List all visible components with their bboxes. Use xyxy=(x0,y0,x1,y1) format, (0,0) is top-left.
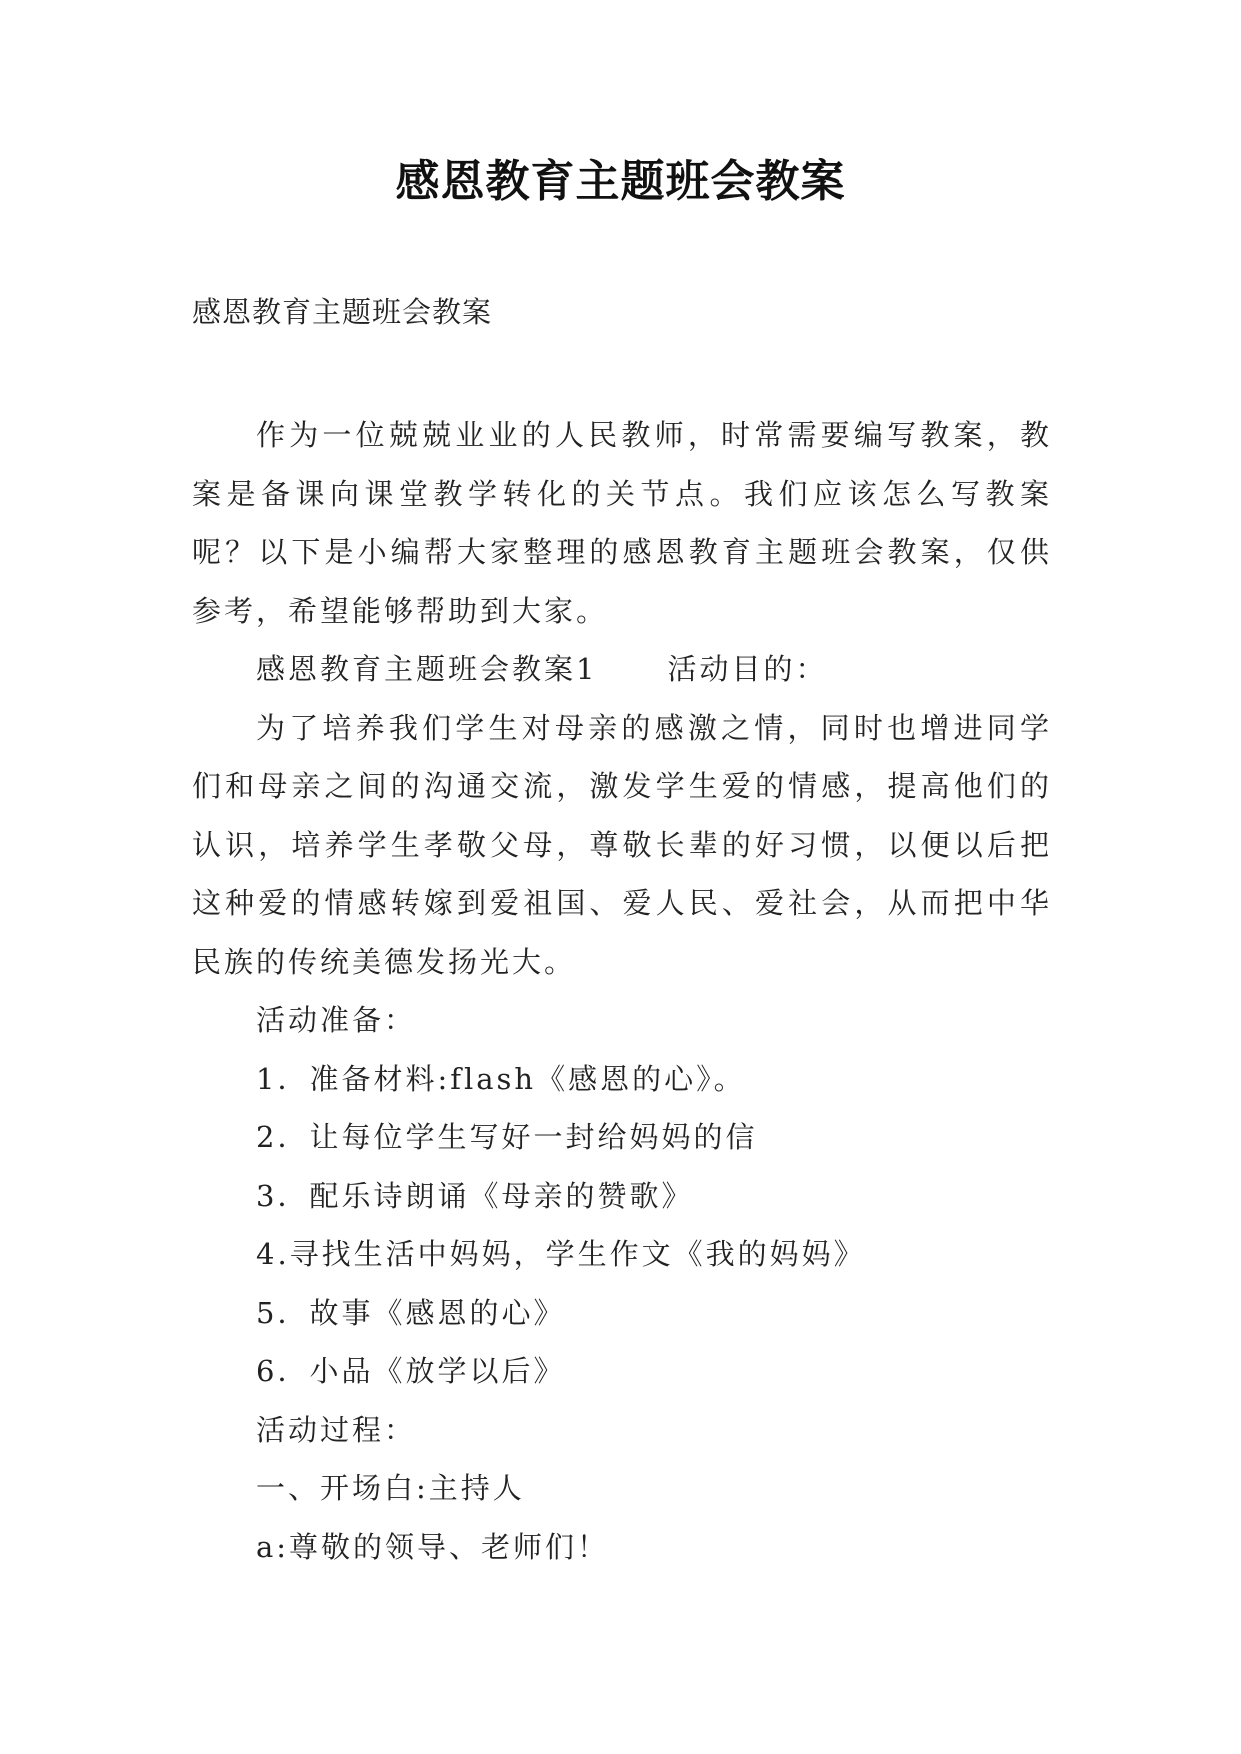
process-item: 一、开场白:主持人 xyxy=(256,1471,525,1505)
goal-label: 活动目的： xyxy=(667,652,828,686)
process-item: a:尊敬的领导、老师们！ xyxy=(256,1529,610,1564)
intro-paragraph: 作为一位兢兢业业的人民教师，时常需要编写教案，教案是备课向课堂教学转化的关节点。我们应该怎么写教案呢？以下是小编帮大家整理的感恩教育主题班会教案，仅供参考，希望能够帮助到大家。 xyxy=(192,418,1052,628)
prep-label: 活动准备： xyxy=(256,1003,417,1037)
prep-item: 5．故事《感恩的心》 xyxy=(256,1295,566,1330)
prep-item: 2．让每位学生写好一封给妈妈的信 xyxy=(256,1120,758,1154)
section-heading: 感恩教育主题班会教案1 xyxy=(256,652,598,686)
section-heading-line xyxy=(192,640,1052,699)
goal-paragraph: 为了培养我们学生对母亲的感激之情，同时也增进同学们和母亲之间的沟通交流，激发学生爱的情感，提高他们的认识，培养学生孝敬父母，尊敬长辈的好习惯，以便以后把这种爱的情感转嫁到爱祖国、爱人民、爱社会，从而把中华民族的传统美德发扬光大。 xyxy=(192,710,1052,979)
document-body xyxy=(192,406,1052,1576)
prep-item: 3．配乐诗朗诵《母亲的赞歌》 xyxy=(256,1178,694,1213)
prep-item: 1．准备材料:flash《感恩的心》。 xyxy=(256,1061,746,1096)
document-subtitle: 感恩教育主题班会教案 xyxy=(192,295,493,329)
document-title: 感恩教育主题班会教案 xyxy=(395,156,846,207)
prep-item: 4.寻找生活中妈妈，学生作文《我的妈妈》 xyxy=(256,1237,866,1271)
process-label: 活动过程： xyxy=(256,1412,417,1447)
prep-item: 6．小品《放学以后》 xyxy=(256,1354,566,1388)
